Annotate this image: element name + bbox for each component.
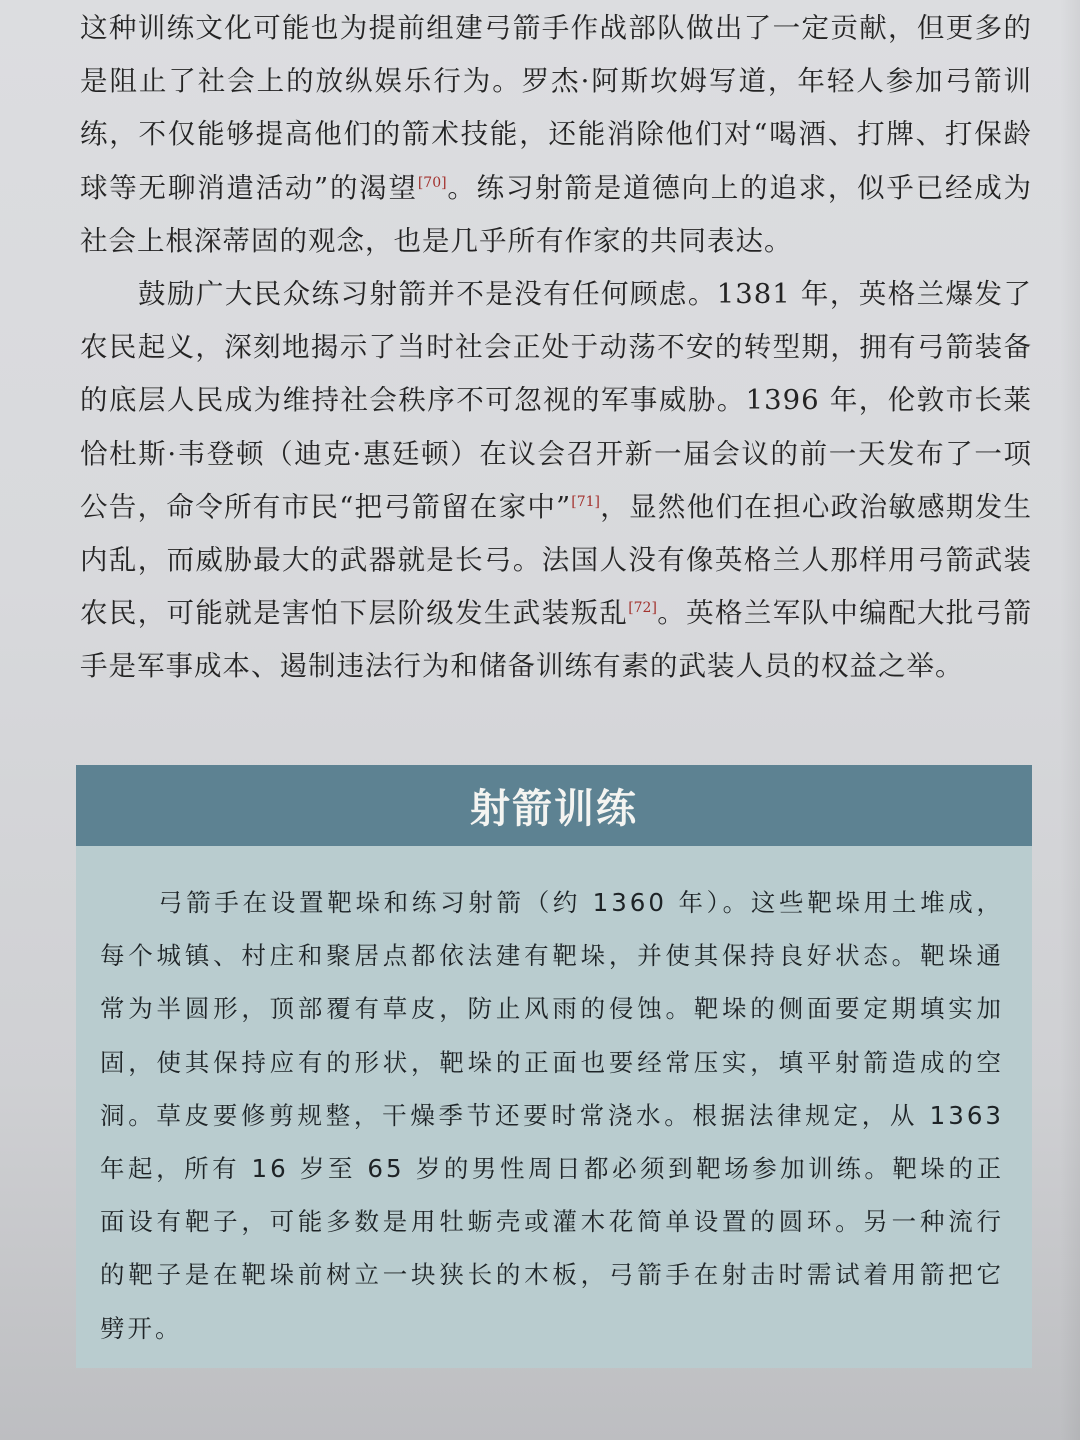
footnote-ref-72: [72] (628, 600, 657, 617)
footnote-ref-71: [71] (571, 493, 600, 510)
paragraph-2-text-b: ，显然他们在担心政治敏感期发生内乱，而威胁最大的武器就是长弓。法国人没有像英格兰人那样用弓箭武装农民，可能就是害怕下层阶级发生武装叛乱 (80, 490, 1032, 630)
sidebar-box (76, 765, 1032, 1368)
paragraph-2 (80, 268, 1032, 694)
footnote-ref-70: [70] (417, 174, 447, 191)
paragraph-2-text-c: 。英格兰军队中编配大批弓箭手是军事成本、遏制违法行为和储备训练有素的武装人员的权益之举。 (80, 597, 1033, 683)
page-edge-shadow (1060, 0, 1080, 1440)
paragraph-1-text-a: 这种训练文化可能也为提前组建弓箭手作战部队做出了一定贡献，但更多的是阻止了社会上的放纵娱乐行为。罗杰·阿斯坎姆写道，年轻人参加弓箭训练，不仅能够提高他们的箭术技能，还能消除他们对“喝酒、打牌、打保龄球等无聊消遣活动”的渴望 (80, 12, 1032, 204)
sidebar-text: 弓箭手在设置靶垛和练习射箭（约 1360 年）。这些靶垛用土堆成，每个城镇、村庄和聚居点都依法建有靶垛，并使其保持良好状态。靶垛通常为半圆形，顶部覆有草皮，防止风雨的侵蚀。靶垛的侧面要定期填实加固，使其保持应有的形状，靶垛的正面也要经常压实，填平射箭造成的空洞。草皮要修剪规整，干燥季节还要时常浇水。根据法律规定，从 1363 年起，所有 16 岁至 65 岁的男性周日都必须到靶场参加训练。靶垛的正面设有靶子，可能多数是用牡蛎壳或灌木花简单设置的圆环。另一种流行的靶子是在靶垛前树立一块狭长的木板，弓箭手在射击时需试着用箭把它劈开。 (100, 888, 1004, 1343)
paragraph-1-text-b: 。练习射箭是道德向上的追求，似乎已经成为社会上根深蒂固的观念，也是几乎所有作家的共同表达。 (80, 171, 1033, 257)
sidebar-title: 射箭训练 (470, 786, 638, 832)
paragraph-2-text-a: 鼓励广大民众练习射箭并不是没有任何顾虑。1381 年，英格兰爆发了农民起义，深刻地揭示了当时社会正处于动荡不安的转型期，拥有弓箭装备的底层人民成为维持社会秩序不可忽视的军事威胁。1396 年，伦敦市长莱恰杜斯·韦登顿（迪克·惠廷顿）在议会召开新一届会议的前一天发布了一项公告，命令所有市民“把弓箭留在家中” (80, 278, 1032, 523)
sidebar-header (76, 765, 1032, 846)
paragraph-1 (80, 2, 1032, 268)
main-text (80, 2, 1032, 694)
